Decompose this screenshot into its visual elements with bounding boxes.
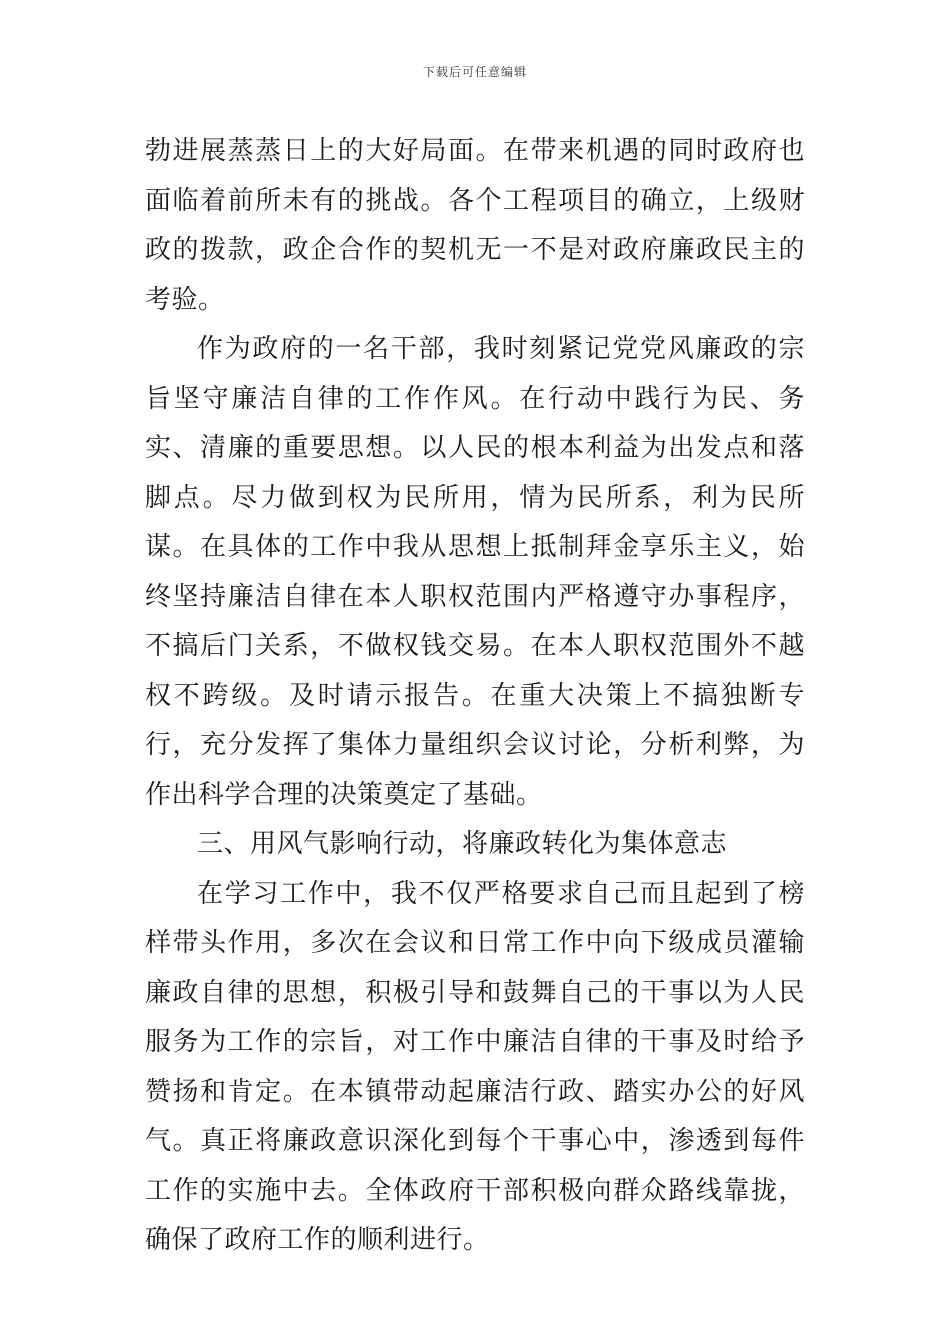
paragraph-continuation: 勃进展蒸蒸日上的大好局面。在带来机遇的同时政府也面临着前所未有的挑战。各个工程项目的确立，上级财政的拨款，政企合作的契机无一不是对政府廉政民主的考验。 — [145, 136, 805, 315]
paragraph-leading-example: 在学习工作中，我不仅严格要求自己而且起到了榜样带头作用，多次在会议和日常工作中向下级成员灌输廉政自律的思想，积极引导和鼓舞自己的干事以为人民服务为工作的宗旨，对工作中廉洁自律的干事及时给予赞扬和肯定。在本镇带动起廉洁行政、踏实办公的好风气。真正将廉政意识深化到每个干事心中，渗透到每件工作的实施中去。全体政府干部积极向群众路线靠拢，确保了政府工作的顺利进行。 — [145, 878, 805, 1255]
header-note: 下载后可任意编辑 — [422, 65, 527, 79]
document-body — [145, 127, 805, 1266]
paragraph-cadre-conduct: 作为政府的一名干部，我时刻紧记党党风廉政的宗旨坚守廉洁自律的工作作风。在行动中践行为民、务实、清廉的重要思想。以人民的根本利益为出发点和落脚点。尽力做到权为民所用，情为民所系，利为民所谋。在具体的工作中我从思想上抵制拜金享乐主义，始终坚持廉洁自律在本人职权范围内严格遵守办事程序，不搞后门关系，不做权钱交易。在本人职权范围外不越权不跨级。及时请示报告。在重大决策上不搞独断专行，充分发挥了集体力量组织会议讨论，分析利弊，为作出科学合理的决策奠定了基础。 — [145, 334, 805, 810]
section-heading: 三、用风气影响行动，将廉政转化为集体意志 — [197, 829, 728, 859]
